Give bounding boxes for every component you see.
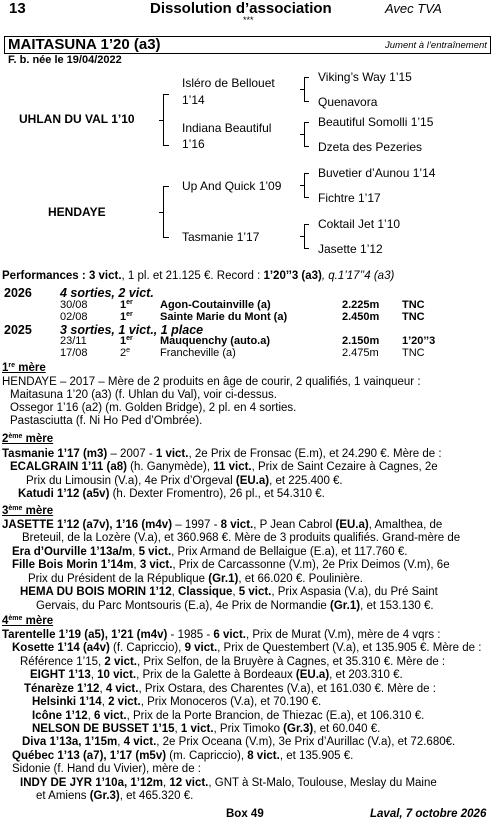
dam-1-line: Ossegor 1’16 (a2) (m. Golden Bridge), 2 pl. en 4 sorties. bbox=[10, 402, 297, 415]
dam-3-line: HEMA DU BOIS MORIN 1’12, Classique, 5 vict., Prix Aspasia (V.a), du Pré Saint bbox=[20, 586, 438, 599]
bracket-ss-bottom bbox=[304, 101, 309, 102]
race-result: TNC bbox=[402, 311, 425, 324]
dam-4-title: 4ème mère bbox=[2, 615, 54, 628]
dam-4-line: Tarentelle 1’19 (a5), 1’21 (m4v) - 1985 - 6 vict., Prix de Murat (V.m), mère de 4 vqrs : bbox=[2, 628, 441, 641]
performances-label: Performances : bbox=[2, 269, 86, 282]
pedigree-dd-sire: Coktail Jet 1’10 bbox=[318, 217, 401, 231]
bracket-dam bbox=[163, 186, 164, 238]
dam-3-line: Breteuil, de la Lozère (V.a), et 360.968 €. Mère de 3 produits qualifiés. Grand-mère de bbox=[22, 532, 461, 545]
race-place: 1er bbox=[120, 335, 133, 348]
performances-wins: 3 vict. bbox=[88, 269, 122, 282]
pedigree-sire-sire-record: 1’14 bbox=[182, 93, 205, 107]
bracket-sire-mid bbox=[159, 120, 163, 121]
pedigree-ds-dam: Fichtre 1’17 bbox=[318, 191, 381, 205]
race-name: Agon-Coutainville (a) bbox=[160, 298, 271, 311]
dam-4-line: NELSON DE BUSSET 1’15, 1 vict., Prix Timoko (Gr.3), et 60.040 €. bbox=[32, 723, 381, 735]
race-name: Francheville (a) bbox=[160, 346, 236, 359]
bracket-sire bbox=[163, 94, 164, 146]
bracket-sd-top bbox=[304, 122, 309, 123]
performances-rest: , 1 pl. et 21.125 €. Record : bbox=[121, 269, 264, 282]
race-place: 2e bbox=[120, 346, 131, 359]
pedigree-sire: UHLAN DU VAL 1’10 bbox=[19, 112, 135, 126]
bracket-dd bbox=[304, 224, 305, 249]
pedigree-dd-dam: Jasette 1’12 bbox=[318, 242, 383, 256]
performances-record: 1’20’’3 (a3) bbox=[263, 269, 322, 282]
pedigree-sire-sire: Isléro de Bellouet bbox=[182, 76, 275, 90]
dam-4-line: Québec 1’13 (a7), 1’17 (m5v) (m. Capriccio), 8 vict., et 135.905 €. bbox=[12, 749, 354, 762]
bracket-sire-top bbox=[163, 94, 169, 95]
dam-1-title: 1re mère bbox=[2, 362, 46, 375]
dam-2-title: 2ème mère bbox=[2, 433, 54, 446]
horse-status: Jument à l’entraînement bbox=[385, 40, 487, 51]
dam-3-line: Gervais, du Parc Montsouris (E.a), 4e Prix de Normandie (Gr.1), et 153.130 €. bbox=[36, 599, 434, 612]
horse-name: MAITASUNA 1’20 (a3) bbox=[8, 36, 161, 53]
bracket-ds-top bbox=[304, 173, 309, 174]
bracket-sd-mid bbox=[300, 134, 304, 135]
dam-1-line: HENDAYE – 2017 – Mère de 2 produits en âge de courir, 2 qualifiés, 1 vainqueur : bbox=[2, 375, 421, 388]
bracket-ss bbox=[304, 77, 305, 102]
dam-2-line: Prix du Limousin (V.a), 4e Prix d’Orgeval (EU.a), et 225.400 €. bbox=[26, 474, 343, 487]
dam-4-line: et Amiens (Gr.3), et 465.320 €. bbox=[36, 790, 194, 803]
pedigree-ds-sire: Buvetier d’Aunou 1’14 bbox=[318, 166, 436, 180]
sale-title: Dissolution d’association bbox=[150, 0, 332, 17]
bracket-dam-top bbox=[163, 186, 169, 187]
season-summary: 4 sorties, 2 vict. bbox=[60, 285, 154, 300]
dam-2-line: Tasmanie 1’17 (m3) – 2007 - 1 vict., 2e Prix de Fronsac (E.m), et 24.290 €. Mère de : bbox=[2, 447, 442, 460]
race-distance: 2.225m bbox=[342, 298, 380, 311]
place-date: Laval, 7 octobre 2026 bbox=[370, 807, 487, 820]
race-date: 23/11 bbox=[60, 335, 87, 348]
race-place: 1er bbox=[120, 298, 133, 311]
race-date: 30/08 bbox=[60, 298, 88, 311]
pedigree-dam-dam: Tasmanie 1’17 bbox=[182, 230, 260, 244]
race-name: Sainte Marie du Mont (a) bbox=[160, 311, 288, 324]
race-date: 02/08 bbox=[60, 311, 88, 324]
pedigree-ss-dam: Quenavora bbox=[318, 95, 378, 109]
stars-mark: *** bbox=[243, 15, 254, 25]
dam-1-line: Maitasuna 1’20 (a3) (f. Uhlan du Val), voir ci-dessus. bbox=[10, 388, 277, 401]
dam-4-line: EIGHT 1’13, 10 vict., Prix de la Galette à Bordeaux (EU.a), et 203.310 €. bbox=[30, 669, 403, 682]
bracket-dam-mid bbox=[159, 212, 163, 213]
race-place: 1er bbox=[120, 311, 133, 324]
dam-2-line: ECALGRAIN 1’11 (a8) (h. Ganymède), 11 vict., Prix de Saint Cezaire à Cagnes, 2e bbox=[10, 461, 438, 474]
dam-3-line: Era d’Ourville 1’13a/m, 5 vict., Prix Armand de Bellaigue (E.a), et 117.760 €. bbox=[12, 545, 408, 558]
season-year: 2025 bbox=[4, 322, 32, 337]
bracket-dam-bottom bbox=[163, 237, 169, 238]
dam-3-title: 3ème mère bbox=[2, 505, 54, 518]
race-date: 17/08 bbox=[60, 346, 88, 359]
dam-4-line: INDY DE JYR 1’10a, 1’12m, 12 vict., GNT à St-Malo, Toulouse, Meslay du Maine bbox=[20, 776, 437, 789]
bracket-ss-mid bbox=[300, 89, 304, 90]
dam-4-line: Ténarèze 1’12, 4 vict., Prix Ostara, des Charentes (V.a), et 161.030 €. Mère de : bbox=[24, 682, 436, 695]
bracket-ds bbox=[304, 173, 305, 198]
bracket-ss-top bbox=[304, 77, 309, 78]
bracket-dd-bottom bbox=[304, 248, 309, 249]
season-year: 2026 bbox=[4, 285, 32, 300]
dam-1-line: Pastasciutta (f. Ni Ho Ped d’Ombrée). bbox=[10, 414, 203, 427]
performances-record-extra: , q.1’17’’4 (a3) bbox=[321, 269, 395, 282]
pedigree-ss-sire: Viking’s Way 1’15 bbox=[318, 70, 412, 84]
pedigree-sire-dam: Indiana Beautiful bbox=[182, 121, 272, 135]
bracket-dd-mid bbox=[300, 236, 304, 237]
dam-4-line: Icône 1’12, 6 vict., Prix de la Porte Brancion, de Thiezac (E.a), et 106.310 €. bbox=[32, 709, 425, 722]
dam-4-line: Référence 1’15, 2 vict., Prix Selfon, de la Bruyère à Cagnes, et 35.310 €. Mère de : bbox=[20, 655, 446, 668]
race-result: TNC bbox=[402, 346, 425, 359]
season-summary: 3 sorties, 1 vict., 1 place bbox=[60, 322, 204, 337]
dam-4-line: Helsinki 1’14, 2 vict., Prix Monoceros (V.a), et 70.190 €. bbox=[32, 696, 322, 709]
pedigree-sd-dam: Dzeta des Pezeries bbox=[318, 140, 423, 154]
dam-4-line: Sidonie (f. Hand du Vivier), mère de : bbox=[12, 763, 201, 776]
box-number: Box 49 bbox=[226, 807, 264, 820]
race-distance: 2.475m bbox=[342, 346, 379, 359]
vat-label: Avec TVA bbox=[385, 1, 442, 16]
dam-2-line: Katudi 1’12 (a5v) (h. Dexter Fromentro), 26 pl., et 54.310 €. bbox=[18, 488, 325, 501]
performances-line bbox=[2, 270, 394, 282]
pedigree-dam: HENDAYE bbox=[48, 205, 106, 219]
bracket-ds-mid bbox=[300, 185, 304, 186]
bracket-dd-top bbox=[304, 224, 309, 225]
race-name: Mauquenchy (auto.a) bbox=[160, 335, 271, 348]
bracket-sd bbox=[304, 122, 305, 147]
race-distance: 2.450m bbox=[342, 311, 380, 324]
race-result: 1’20’’3 bbox=[402, 335, 436, 348]
pedigree-sd-sire: Beautiful Somolli 1’15 bbox=[318, 115, 434, 129]
pedigree-sire-dam-record: 1’16 bbox=[182, 137, 205, 151]
lot-number: 13 bbox=[9, 0, 26, 17]
dam-4-line: Kosette 1’14 (a4v) (f. Capriccio), 9 vict., Prix de Questembert (V.a), et 135.905 €. Mère de : bbox=[12, 642, 482, 655]
horse-birth: F. b. née le 19/04/2022 bbox=[8, 54, 122, 66]
pedigree-dam-sire: Up And Quick 1’09 bbox=[182, 179, 282, 193]
race-result: TNC bbox=[402, 298, 425, 311]
dam-3-line: Fille Bois Morin 1’14m, 3 vict., Prix de Carcassonne (V.m), 2e Prix Deimos (V.m), 6e bbox=[12, 559, 450, 572]
bracket-sd-bottom bbox=[304, 146, 309, 147]
dam-4-line: Diva 1’13a, 1’15m, 4 vict., 2e Prix Oceana (V.m), 3e Prix d’Aurillac (V.a), et 72.680€. bbox=[22, 736, 456, 749]
race-distance: 2.150m bbox=[342, 335, 380, 348]
bracket-ds-bottom bbox=[304, 197, 309, 198]
bracket-sire-bottom bbox=[163, 145, 169, 146]
dam-3-line: JASETTE 1’12 (a7v), 1’16 (m4v) – 1997 - 8 vict., P Jean Cabrol (EU.a), Amalthea, de bbox=[2, 518, 443, 531]
dam-3-line: Prix du Président de la République (Gr.1), et 66.020 €. Poulinière. bbox=[28, 572, 363, 585]
